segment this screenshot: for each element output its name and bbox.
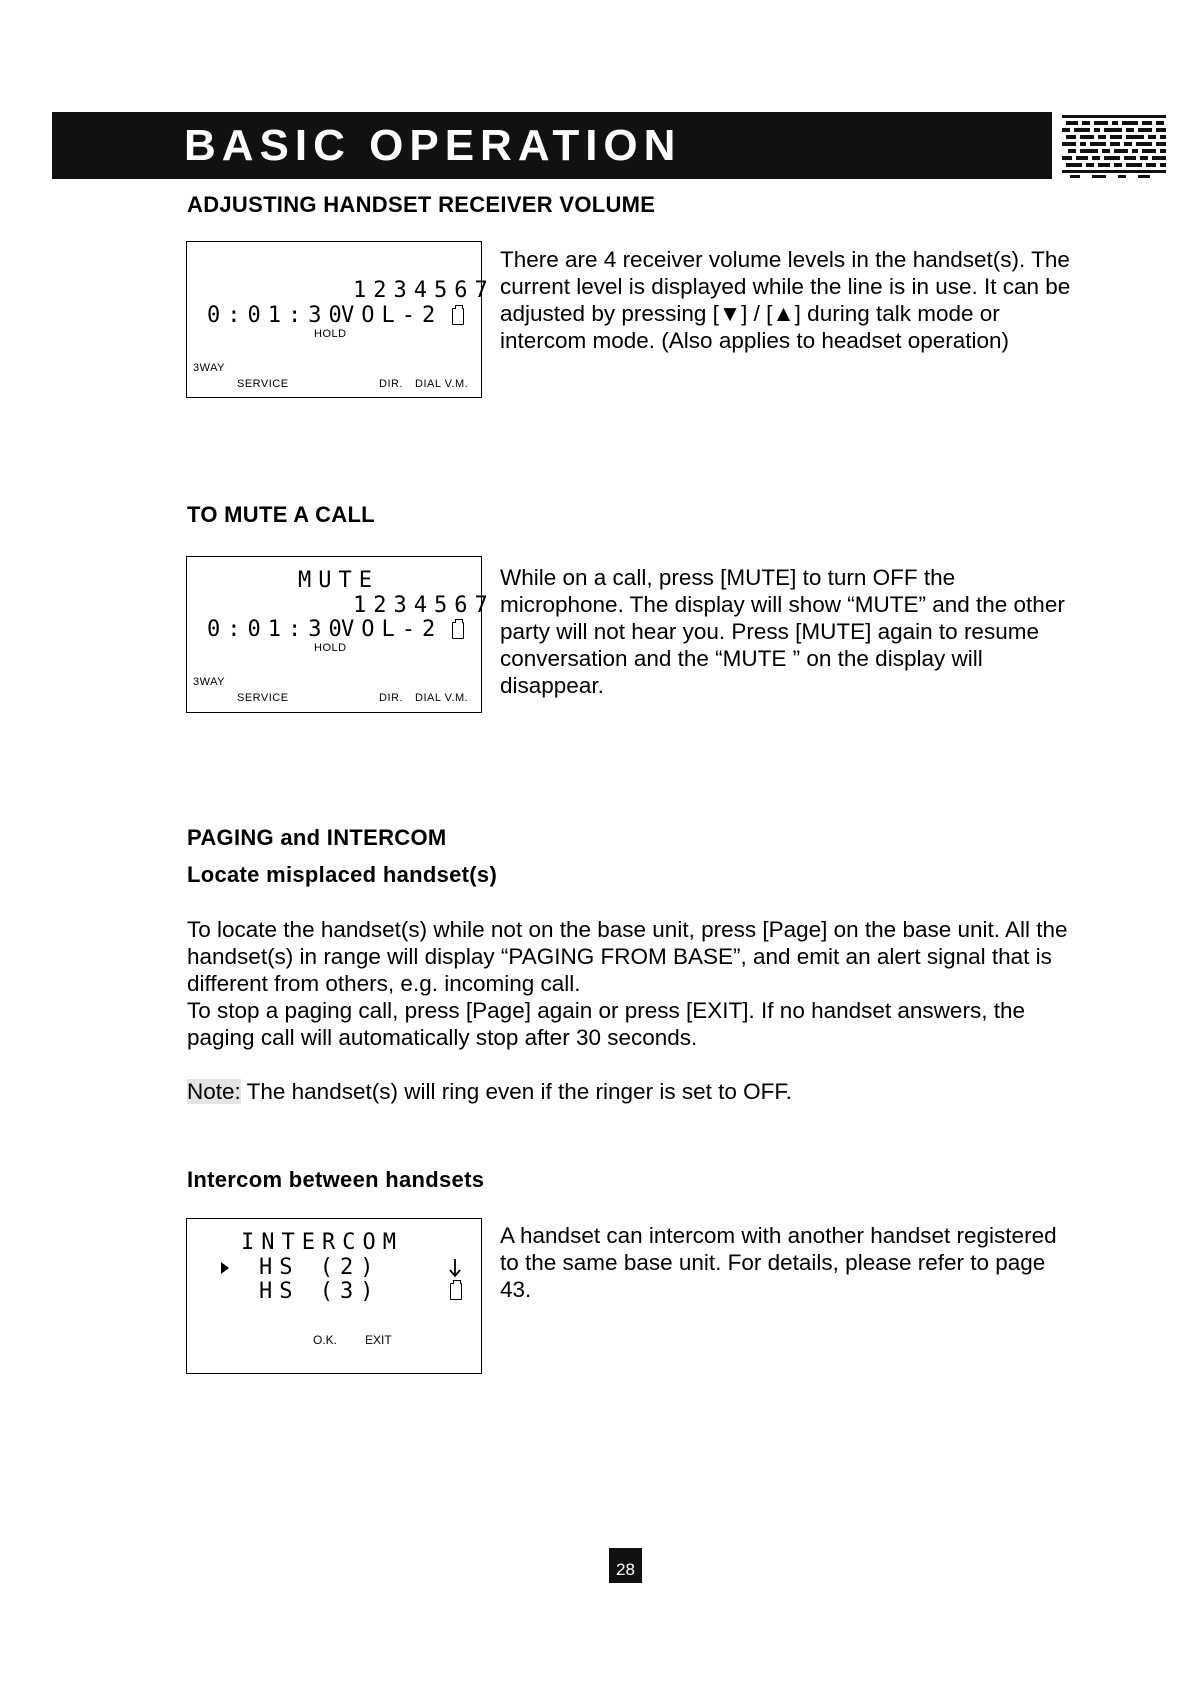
page-number: 28 — [609, 1548, 642, 1583]
lcd-ok: O.K. — [313, 1333, 338, 1347]
lcd-dir: DIR. — [379, 378, 403, 390]
lcd-intercom-item-2: HS (3) — [259, 1279, 381, 1304]
battery-icon — [450, 1283, 462, 1300]
lcd-number: 1234567 — [353, 278, 495, 303]
section-heading-intercom: Intercom between handsets — [187, 1167, 485, 1192]
page-title: BASIC OPERATION — [184, 121, 682, 170]
paging-paragraph-2: To stop a paging call, press [Page] again or press [EXIT]. If no handset answers, the paging call will automatically stop after 30 seconds. — [187, 998, 1025, 1050]
lcd-hold: HOLD — [314, 328, 347, 340]
lcd-number: 1234567 — [353, 593, 495, 618]
note-text: The handset(s) will ring even if the ringer is set to OFF. — [240, 1079, 792, 1104]
battery-icon — [452, 308, 464, 325]
lcd-service: SERVICE — [237, 378, 289, 390]
mute-description: While on a call, press [MUTE] to turn OFF the microphone. The display will show “MUTE” and the other party will not hear you. Press [MUTE] again to resume conversation and the “MUTE ” on the display will disappear. — [500, 565, 1065, 698]
subheading-locate-handset: Locate misplaced handset(s) — [187, 862, 498, 887]
lcd-display-mute — [186, 556, 495, 713]
lcd-intercom-title: INTERCOM — [241, 1230, 403, 1255]
lcd-3way: 3WAY — [193, 362, 225, 374]
lcd-volume: VOL-2 — [341, 617, 443, 642]
lcd-3way: 3WAY — [193, 676, 225, 688]
section-heading-paging: PAGING and INTERCOM — [187, 825, 447, 850]
lcd-dial-vm: DIAL V.M. — [415, 378, 469, 390]
lcd-timer: 0:01:30 — [207, 303, 349, 328]
lcd-dial-vm: DIAL V.M. — [415, 692, 469, 704]
paging-note — [187, 1078, 1083, 1105]
section-heading-mute: TO MUTE A CALL — [187, 502, 375, 527]
lcd-exit: EXIT — [365, 1333, 392, 1347]
lcd-display-volume — [186, 241, 495, 398]
volume-description: There are 4 receiver volume levels in the handset(s). The current level is displayed while the line is in use. It can be adjusted by pressing [▼] / [▲] during talk mode or intercom mode. (Also applies to headset operation) — [500, 247, 1071, 353]
lcd-dir: DIR. — [379, 692, 403, 704]
lcd-timer: 0:01:30 — [207, 617, 349, 642]
lcd-service: SERVICE — [237, 692, 289, 704]
paging-paragraph-1: To locate the handset(s) while not on the base unit, press [Page] on the base unit. All the handset(s) in range will display “PAGING FROM BASE”, and emit an alert signal that is different from others, e.g. incoming call. — [187, 917, 1068, 996]
lcd-hold: HOLD — [314, 642, 347, 654]
note-label: Note: — [187, 1079, 241, 1104]
intercom-description: A handset can intercom with another handset registered to the same base unit. For details, please refer to page 43. — [500, 1223, 1057, 1302]
scroll-down-arrow-icon — [448, 1258, 462, 1278]
selection-arrow-icon — [220, 1261, 230, 1275]
header-pattern-decoration — [1062, 112, 1166, 179]
lcd-intercom-item-1: HS (2) — [259, 1255, 381, 1280]
section-heading-volume: ADJUSTING HANDSET RECEIVER VOLUME — [187, 192, 656, 217]
lcd-display-intercom — [186, 1218, 482, 1374]
battery-icon — [452, 622, 464, 639]
lcd-volume: VOL-2 — [341, 303, 443, 328]
lcd-mute: MUTE — [298, 568, 379, 593]
